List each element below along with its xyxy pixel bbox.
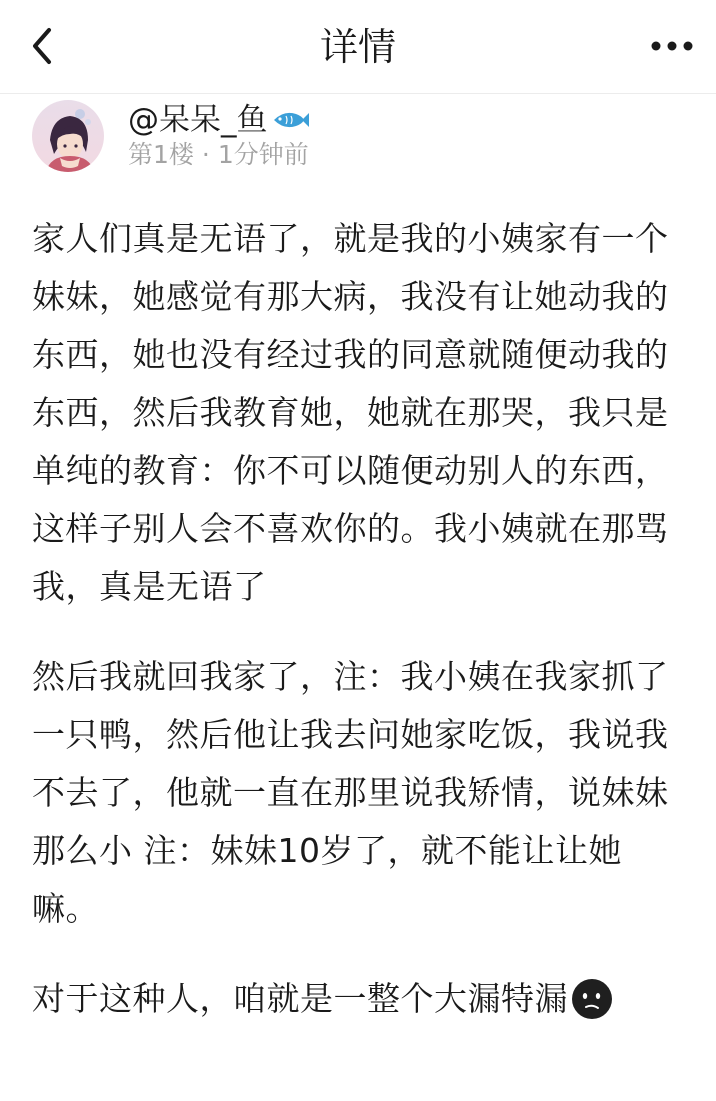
post-paragraph-last: [32, 970, 684, 1028]
post-content: [32, 210, 684, 1028]
post-paragraph: 然后我就回我家了，注：我小姨在我家抓了一只鸭，然后他让我去问她家吃饭，我说我不去了，他就一直在那里说我矫情，说妹妹那么小 注：妹妹10岁了，就不能让让她嘛。: [32, 657, 669, 928]
fish-icon: [270, 108, 310, 132]
post-header: [0, 96, 716, 180]
more-horizontal-icon: [650, 40, 694, 52]
post-time: 1分钟前: [217, 140, 309, 169]
floor-label: 第1楼: [128, 140, 194, 169]
post-last-line: 对于这种人，咱就是一整个大漏特漏: [32, 979, 568, 1018]
avatar-image: [32, 100, 104, 172]
meta-separator: ·: [201, 140, 210, 169]
avatar[interactable]: [32, 100, 104, 172]
username-row: [128, 100, 310, 140]
post-meta: [128, 138, 309, 172]
navigation-bar: [0, 0, 716, 94]
black-face-emoji-icon: [570, 977, 614, 1021]
post-paragraph: 家人们真是无语了，就是我的小姨家有一个妹妹，她感觉有那大病，我没有让她动我的东西，她也没有经过我的同意就随便动我的东西，然后我教育她，她就在那哭，我只是单纯的教育：你不可以随便动别人的东西，这样子别人会不喜欢你的。我小姨就在那骂我，真是无语了: [32, 219, 669, 606]
username[interactable]: @呆呆_鱼: [128, 102, 268, 138]
more-options-button[interactable]: [650, 26, 694, 66]
page-title: 详情: [319, 25, 396, 69]
